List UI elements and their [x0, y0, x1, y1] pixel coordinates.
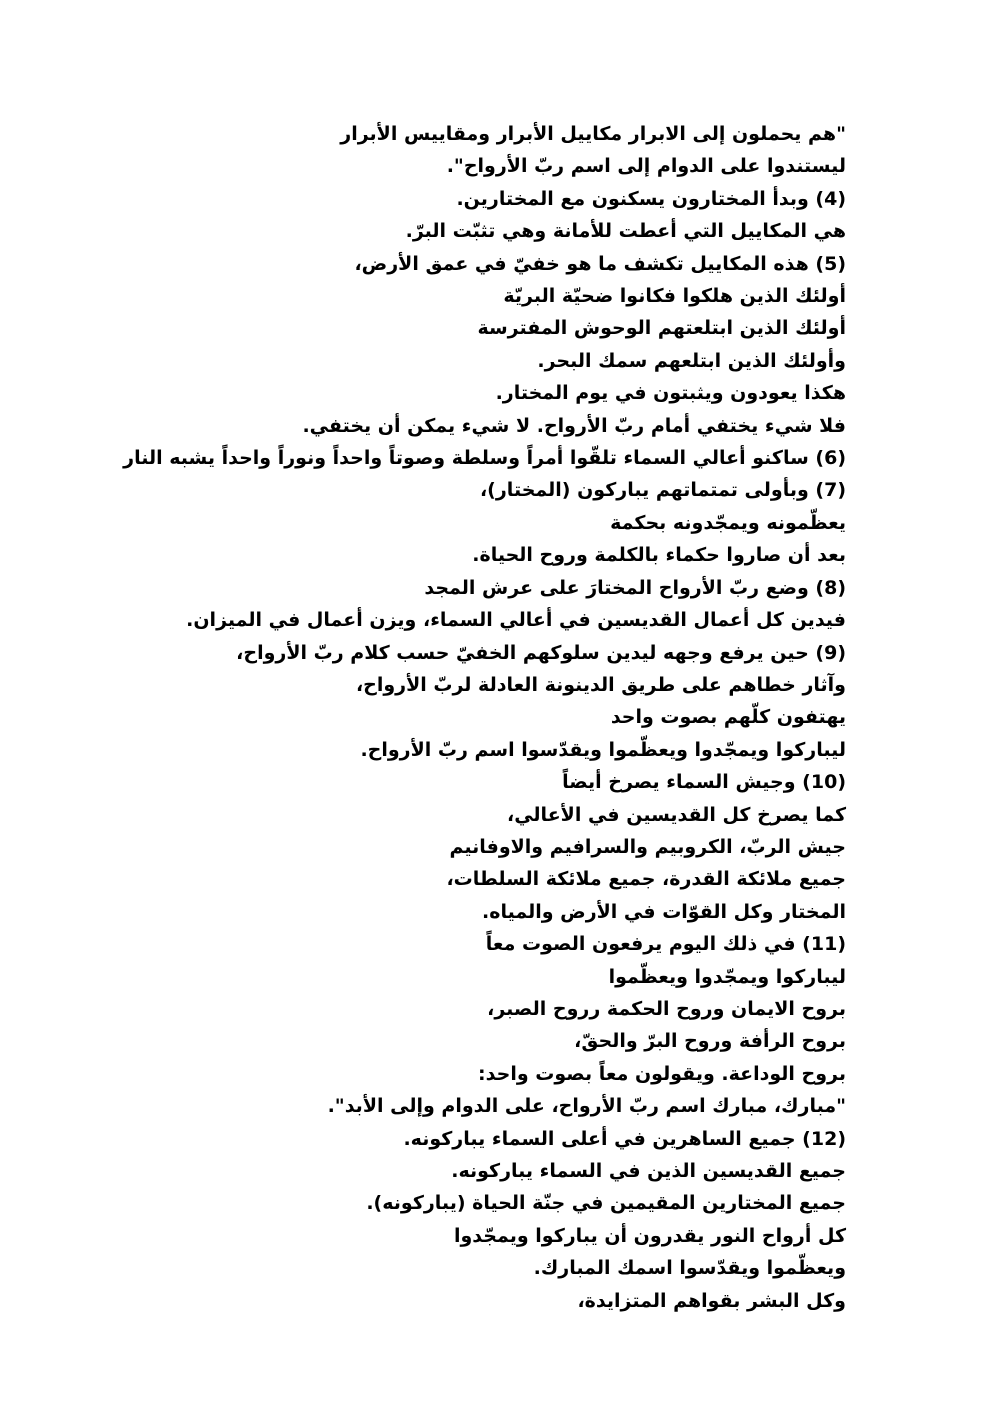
text-line: هي المكاييل التي أعطت للأمانة وهي تثبّت البرّ.: [405, 220, 846, 243]
text-line: جميع المختارين المقيمين في جنّة الحياة (يباركونه).: [366, 1192, 846, 1215]
text-line: ليباركوا ويمجّدوا ويعظّموا ويقدّسوا اسم ربّ الأرواح.: [360, 738, 846, 761]
text-line: جيش الربّ، الكروبيم والسرافيم والاوفانيم: [449, 835, 846, 858]
text-line: (4) وبدأ المختارون يسكنون مع المختارين.: [456, 187, 846, 210]
text-line: "هم يحملون إلى الابرار مكاييل الأبرار ومقاييس الأبرار: [340, 123, 846, 145]
text-line: أولئك الذين هلكوا فكانوا ضحيّة البريّة: [503, 285, 846, 308]
text-line: (9) حين يرفع وجهه ليدين سلوكهم الخفيّ حسب كلام ربّ الأرواح،: [236, 641, 846, 664]
text-line: ليباركوا ويمجّدوا ويعظّموا: [608, 965, 846, 988]
text-line: (11) في ذلك اليوم يرفعون الصوت معاً: [485, 933, 846, 956]
text-line: ليستندوا على الدوام إلى اسم ربّ الأرواح".: [446, 155, 846, 178]
text-line: (8) وضع ربّ الأرواح المختارَ على عرش المجد: [424, 576, 846, 599]
text-line: فيدين كل أعمال القديسين في أعالي السماء، ويزن أعمال في الميزان.: [186, 609, 846, 632]
text-line: بعد أن صاروا حكماء بالكلمة وروح الحياة.: [472, 544, 846, 567]
text-line: جميع القديسين الذين في السماء يباركونه.: [451, 1160, 846, 1182]
text-line: بروح الرأفة وروح البرّ والحقّ،: [574, 1030, 846, 1053]
text-line: بروح الايمان وروح الحكمة رروح الصبر،: [487, 997, 846, 1020]
text-line: (12) جميع الساهرين في أعلى السماء يباركونه.: [403, 1127, 846, 1150]
text-line: وأولئك الذين ابتلعهم سمك البحر.: [537, 349, 846, 372]
text-line: كما يصرخ كل القديسين في الأعالي،: [506, 803, 846, 826]
text-line: كل أرواح النور يقدرون أن يباركوا ويمجّدوا: [453, 1224, 846, 1247]
text-line: وآثار خطاهم على طريق الدينونة العادلة لربّ الأرواح،: [355, 673, 846, 696]
text-line: وكل البشر بقواهم المتزايدة،: [577, 1289, 846, 1312]
text-line: بروح الوداعة. ويقولون معاً بصوت واحد:: [478, 1062, 846, 1085]
text-line: يعظّمونه ويمجّدونه بحكمة: [610, 511, 846, 534]
arabic-text-block: [123, 118, 846, 1317]
text-line: فلا شيء يختفي أمام ربّ الأرواح. لا شيء يمكن أن يختفي.: [302, 414, 846, 437]
text-line: ويعظّموا ويقدّسوا اسمك المبارك.: [533, 1257, 846, 1280]
text-line: "مبارك، مبارك اسم ربّ الأرواح، على الدوام وإلى الأبد".: [327, 1095, 846, 1118]
text-line: جميع ملائكة القدرة، جميع ملائكة السلطات،: [446, 868, 846, 891]
text-line: المختار وكل القوّات في الأرض والمياه.: [482, 900, 846, 923]
text-line: (10) وجيش السماء يصرخ أيضاً: [562, 771, 846, 794]
text-line: يهتفون كلّهم بصوت واحد: [610, 706, 846, 729]
text-line: (7) وبأولى تمتماتهم يباركون (المختار)،: [479, 479, 846, 502]
text-line: (5) هذه المكاييل تكشف ما هو خفيّ في عمق الأرض،: [354, 252, 846, 275]
text-line: هكذا يعودون ويثبتون في يوم المختار.: [495, 382, 846, 405]
text-line: (6) ساكنو أعالي السماء تلقّوا أمراً وسلطة وصوتاً واحداً ونوراً واحداً يشبه النار: [123, 447, 846, 470]
text-line: أولئك الذين ابتلعتهم الوحوش المفترسة: [477, 317, 846, 340]
